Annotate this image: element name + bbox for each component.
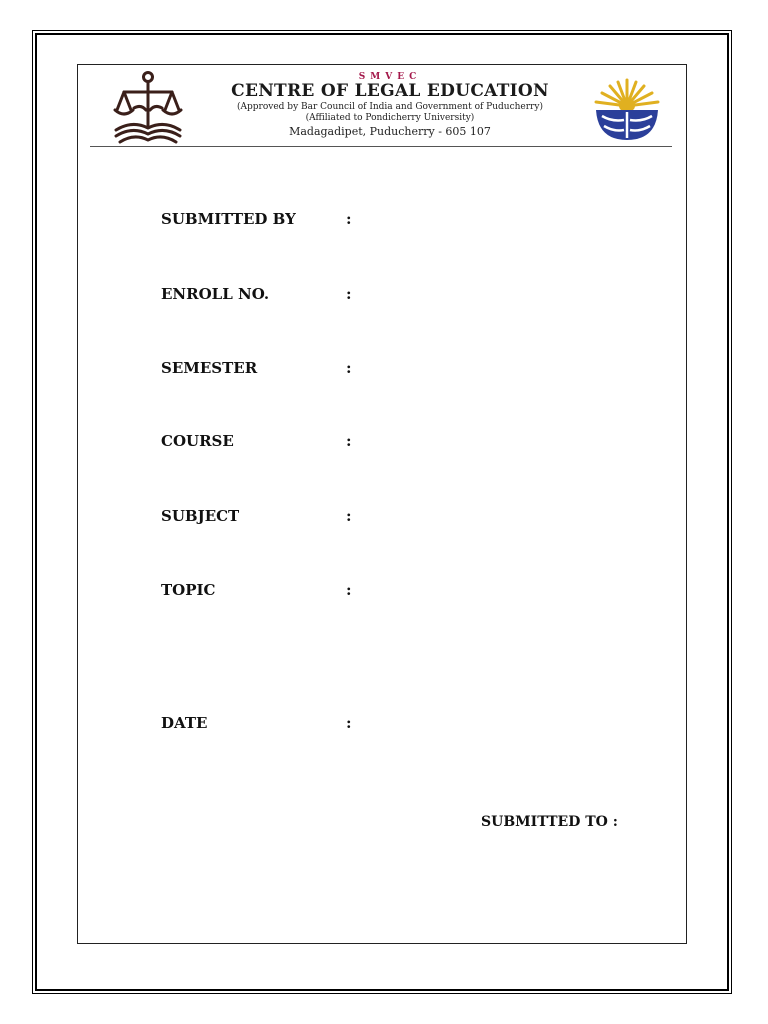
field-separator: : — [346, 507, 352, 525]
institution-header — [210, 72, 570, 139]
institution-approval: (Approved by Bar Council of India and Government of Puducherry) — [237, 102, 543, 112]
institution-address: Madagadipet, Puducherry - 605 107 — [289, 125, 491, 138]
field-submitted-by — [161, 210, 461, 232]
field-separator: : — [346, 359, 352, 377]
field-course — [161, 432, 461, 454]
field-label: SUBMITTED BY — [161, 210, 296, 228]
field-separator: : — [346, 581, 352, 599]
field-enroll-no — [161, 285, 461, 307]
institution-affiliation: (Affiliated to Pondicherry University) — [305, 113, 475, 123]
field-date — [161, 714, 461, 736]
university-emblem-icon — [590, 76, 664, 142]
field-separator: : — [346, 432, 352, 450]
field-topic — [161, 581, 461, 603]
field-label: SUBJECT — [161, 507, 240, 525]
page-inner-border — [77, 64, 687, 944]
field-label: DATE — [161, 714, 208, 732]
field-separator: : — [346, 285, 352, 303]
field-label: ENROLL NO. — [161, 285, 270, 303]
field-separator: : — [346, 210, 352, 228]
submitted-to-label: SUBMITTED TO : — [481, 814, 618, 830]
field-semester — [161, 359, 461, 381]
field-label: COURSE — [161, 432, 234, 450]
header-divider — [90, 146, 672, 147]
institution-name: CENTRE OF LEGAL EDUCATION — [231, 81, 549, 101]
field-label: SEMESTER — [161, 359, 258, 377]
field-label: TOPIC — [161, 581, 216, 599]
institution-abbreviation: SMVEC — [358, 72, 422, 82]
field-separator: : — [346, 714, 352, 732]
field-subject — [161, 507, 461, 529]
scales-of-justice-book-icon — [108, 70, 184, 146]
